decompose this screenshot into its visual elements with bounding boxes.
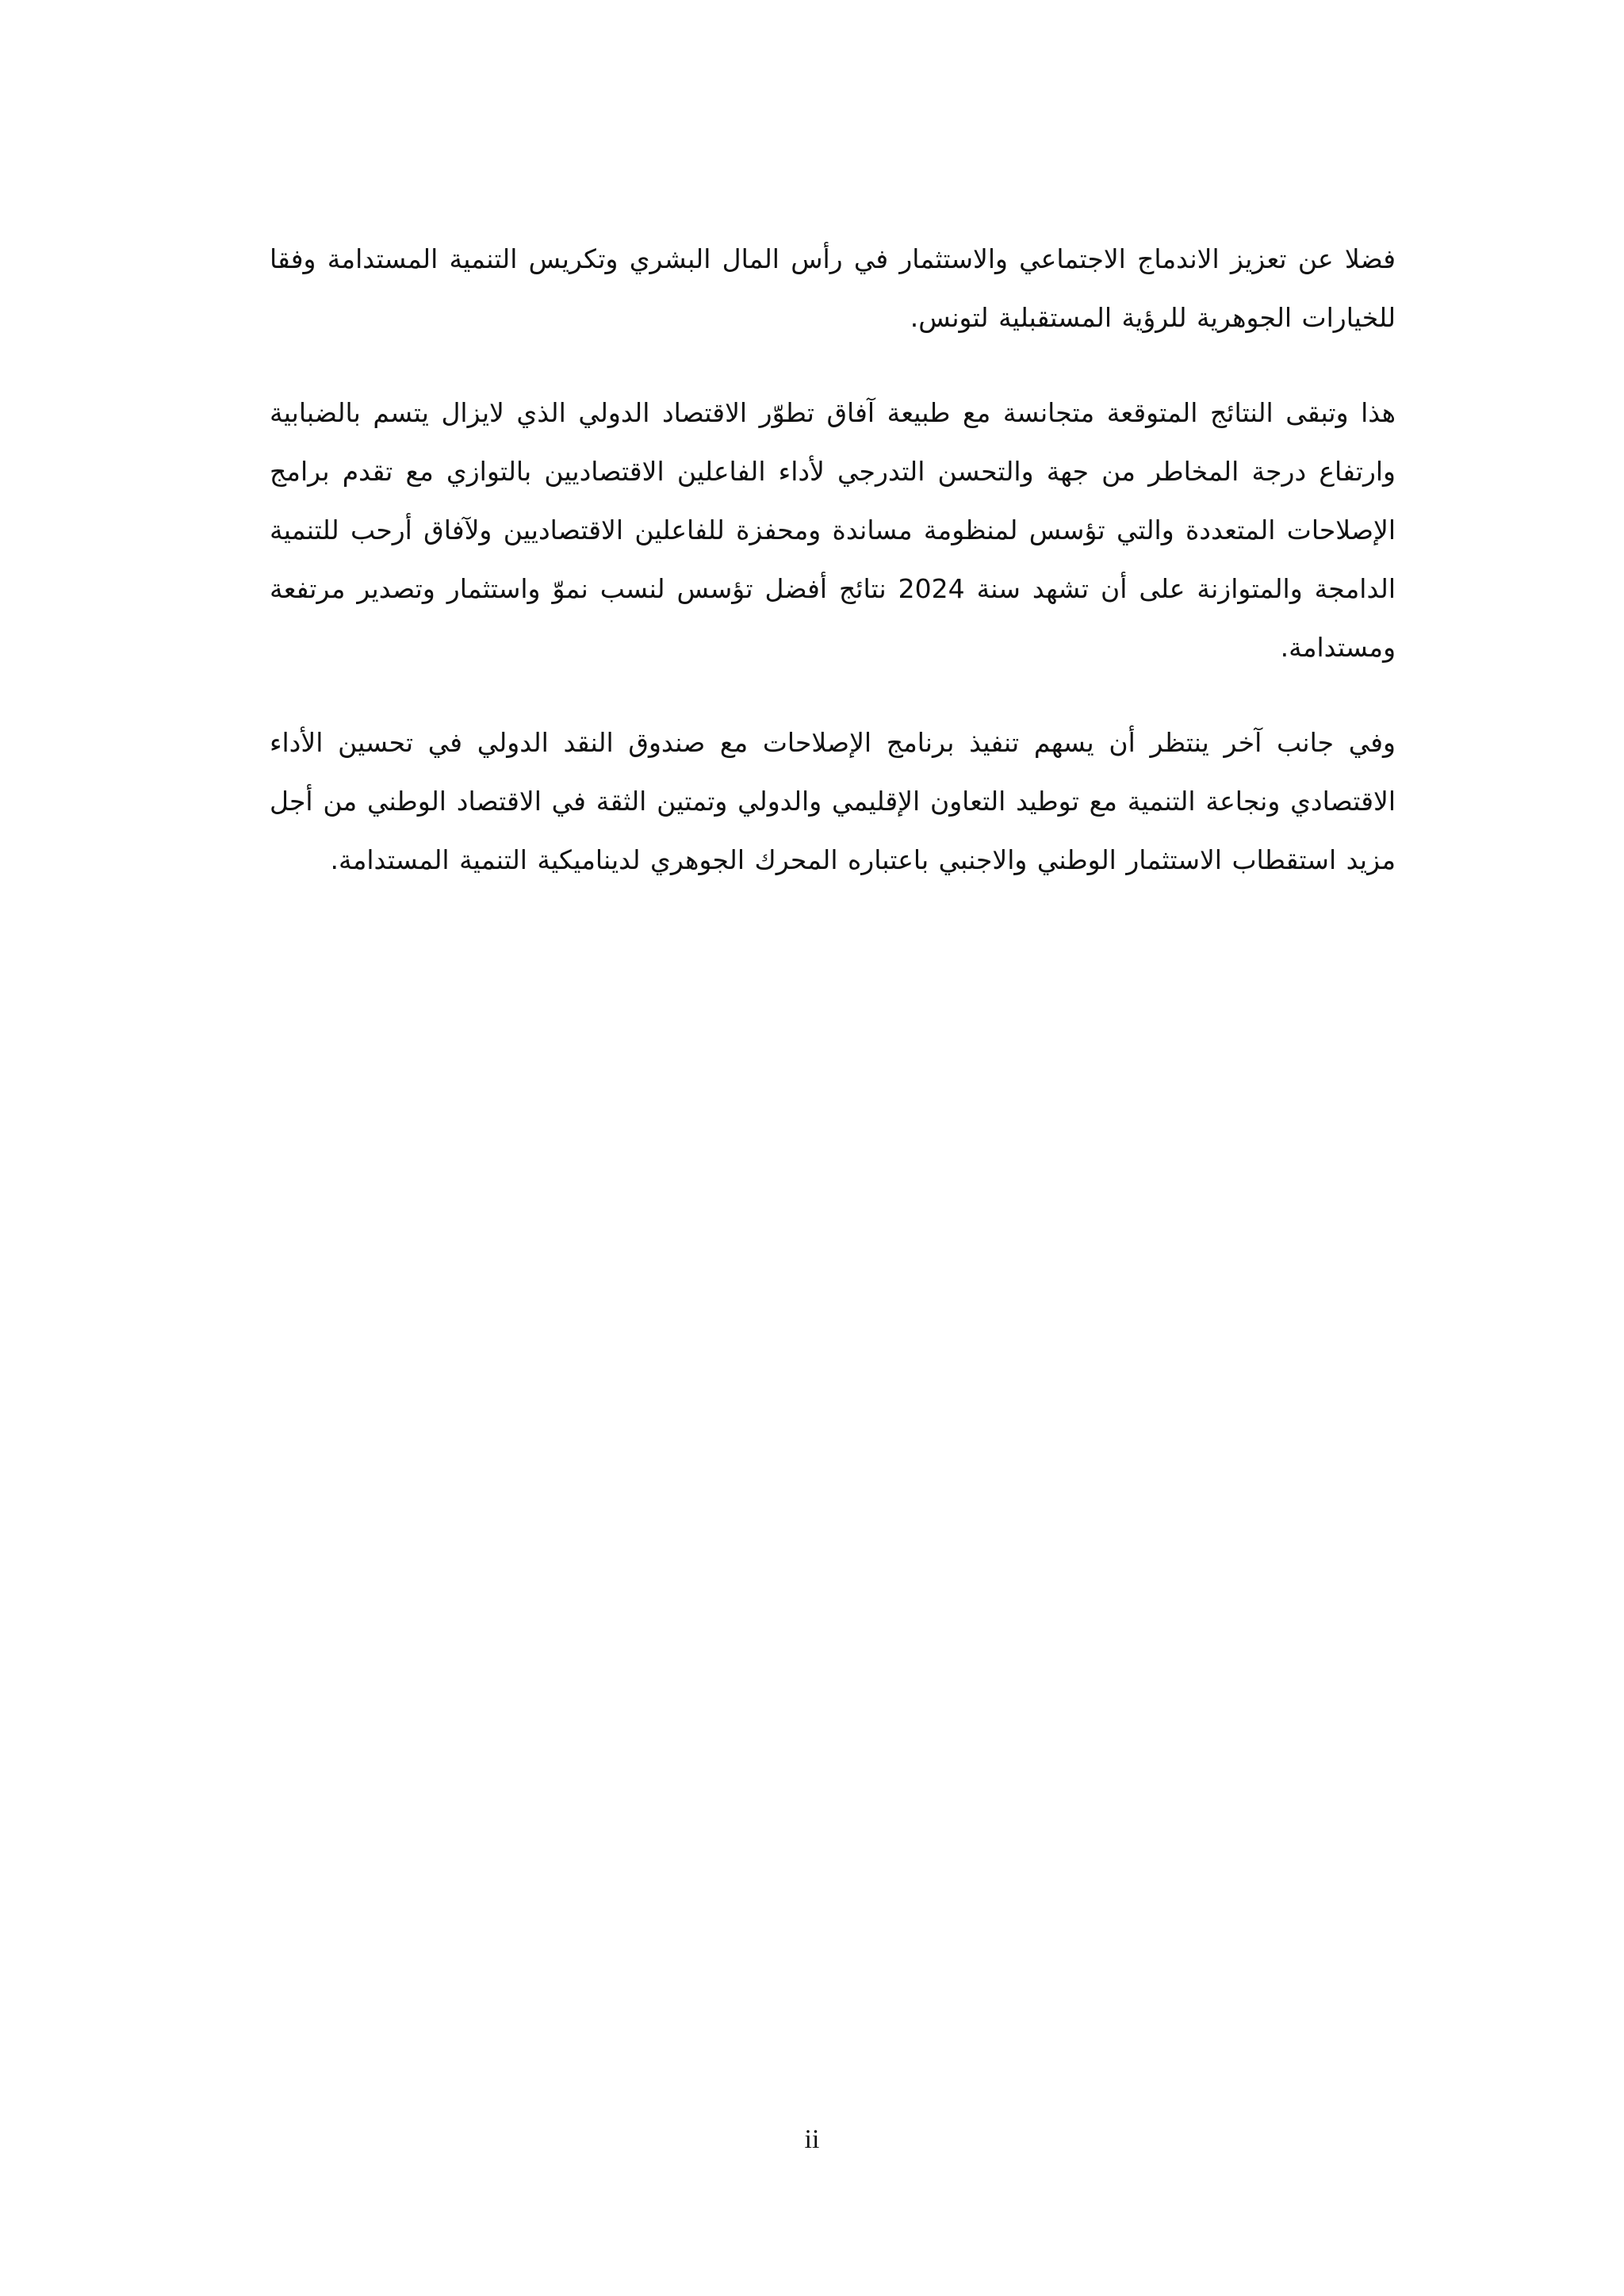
paragraph-3: وفي جانب آخر ينتظر أن يسهم تنفيذ برنامج الإصلاحات مع صندوق النقد الدولي في تحسين الأداء الاقتصادي ونجاعة التنمية مع توطيد التعاون الإقليمي والدولي وتمتين الثقة في الاقتصاد الوطني من أجل مزيد استقطاب الاستثمار الوطني والاجنبي باعتباره المحرك الجوهري لديناميكية التنمية المستدامة. xyxy=(270,727,1396,875)
page-number: ii xyxy=(804,2125,820,2154)
paragraph-1: فضلا عن تعزيز الاندماج الاجتماعي والاستثمار في رأس المال البشري وتكريس التنمية المستدامة وفقا للخيارات الجوهرية للرؤية المستقبلية لتونس. xyxy=(270,243,1396,333)
paragraph-2: هذا وتبقى النتائج المتوقعة متجانسة مع طبيعة آفاق تطوّر الاقتصاد الدولي الذي لايزال يتسم بالضبابية وارتفاع درجة المخاطر من جهة والتحسن التدرجي لأداء الفاعلين الاقتصاديين بالتوازي مع تقدم برامج الإصلاحات المتعددة والتي تؤسس لمنظومة مساندة ومحفزة للفاعلين الاقتصاديين ولآفاق أرحب للتنمية الدامجة والمتوازنة على أن تشهد سنة 2024 نتائج أفضل تؤسس لنسب نموّ واستثمار وتصدير مرتفعة ومستدامة. xyxy=(270,397,1396,663)
document-body xyxy=(270,230,1396,926)
